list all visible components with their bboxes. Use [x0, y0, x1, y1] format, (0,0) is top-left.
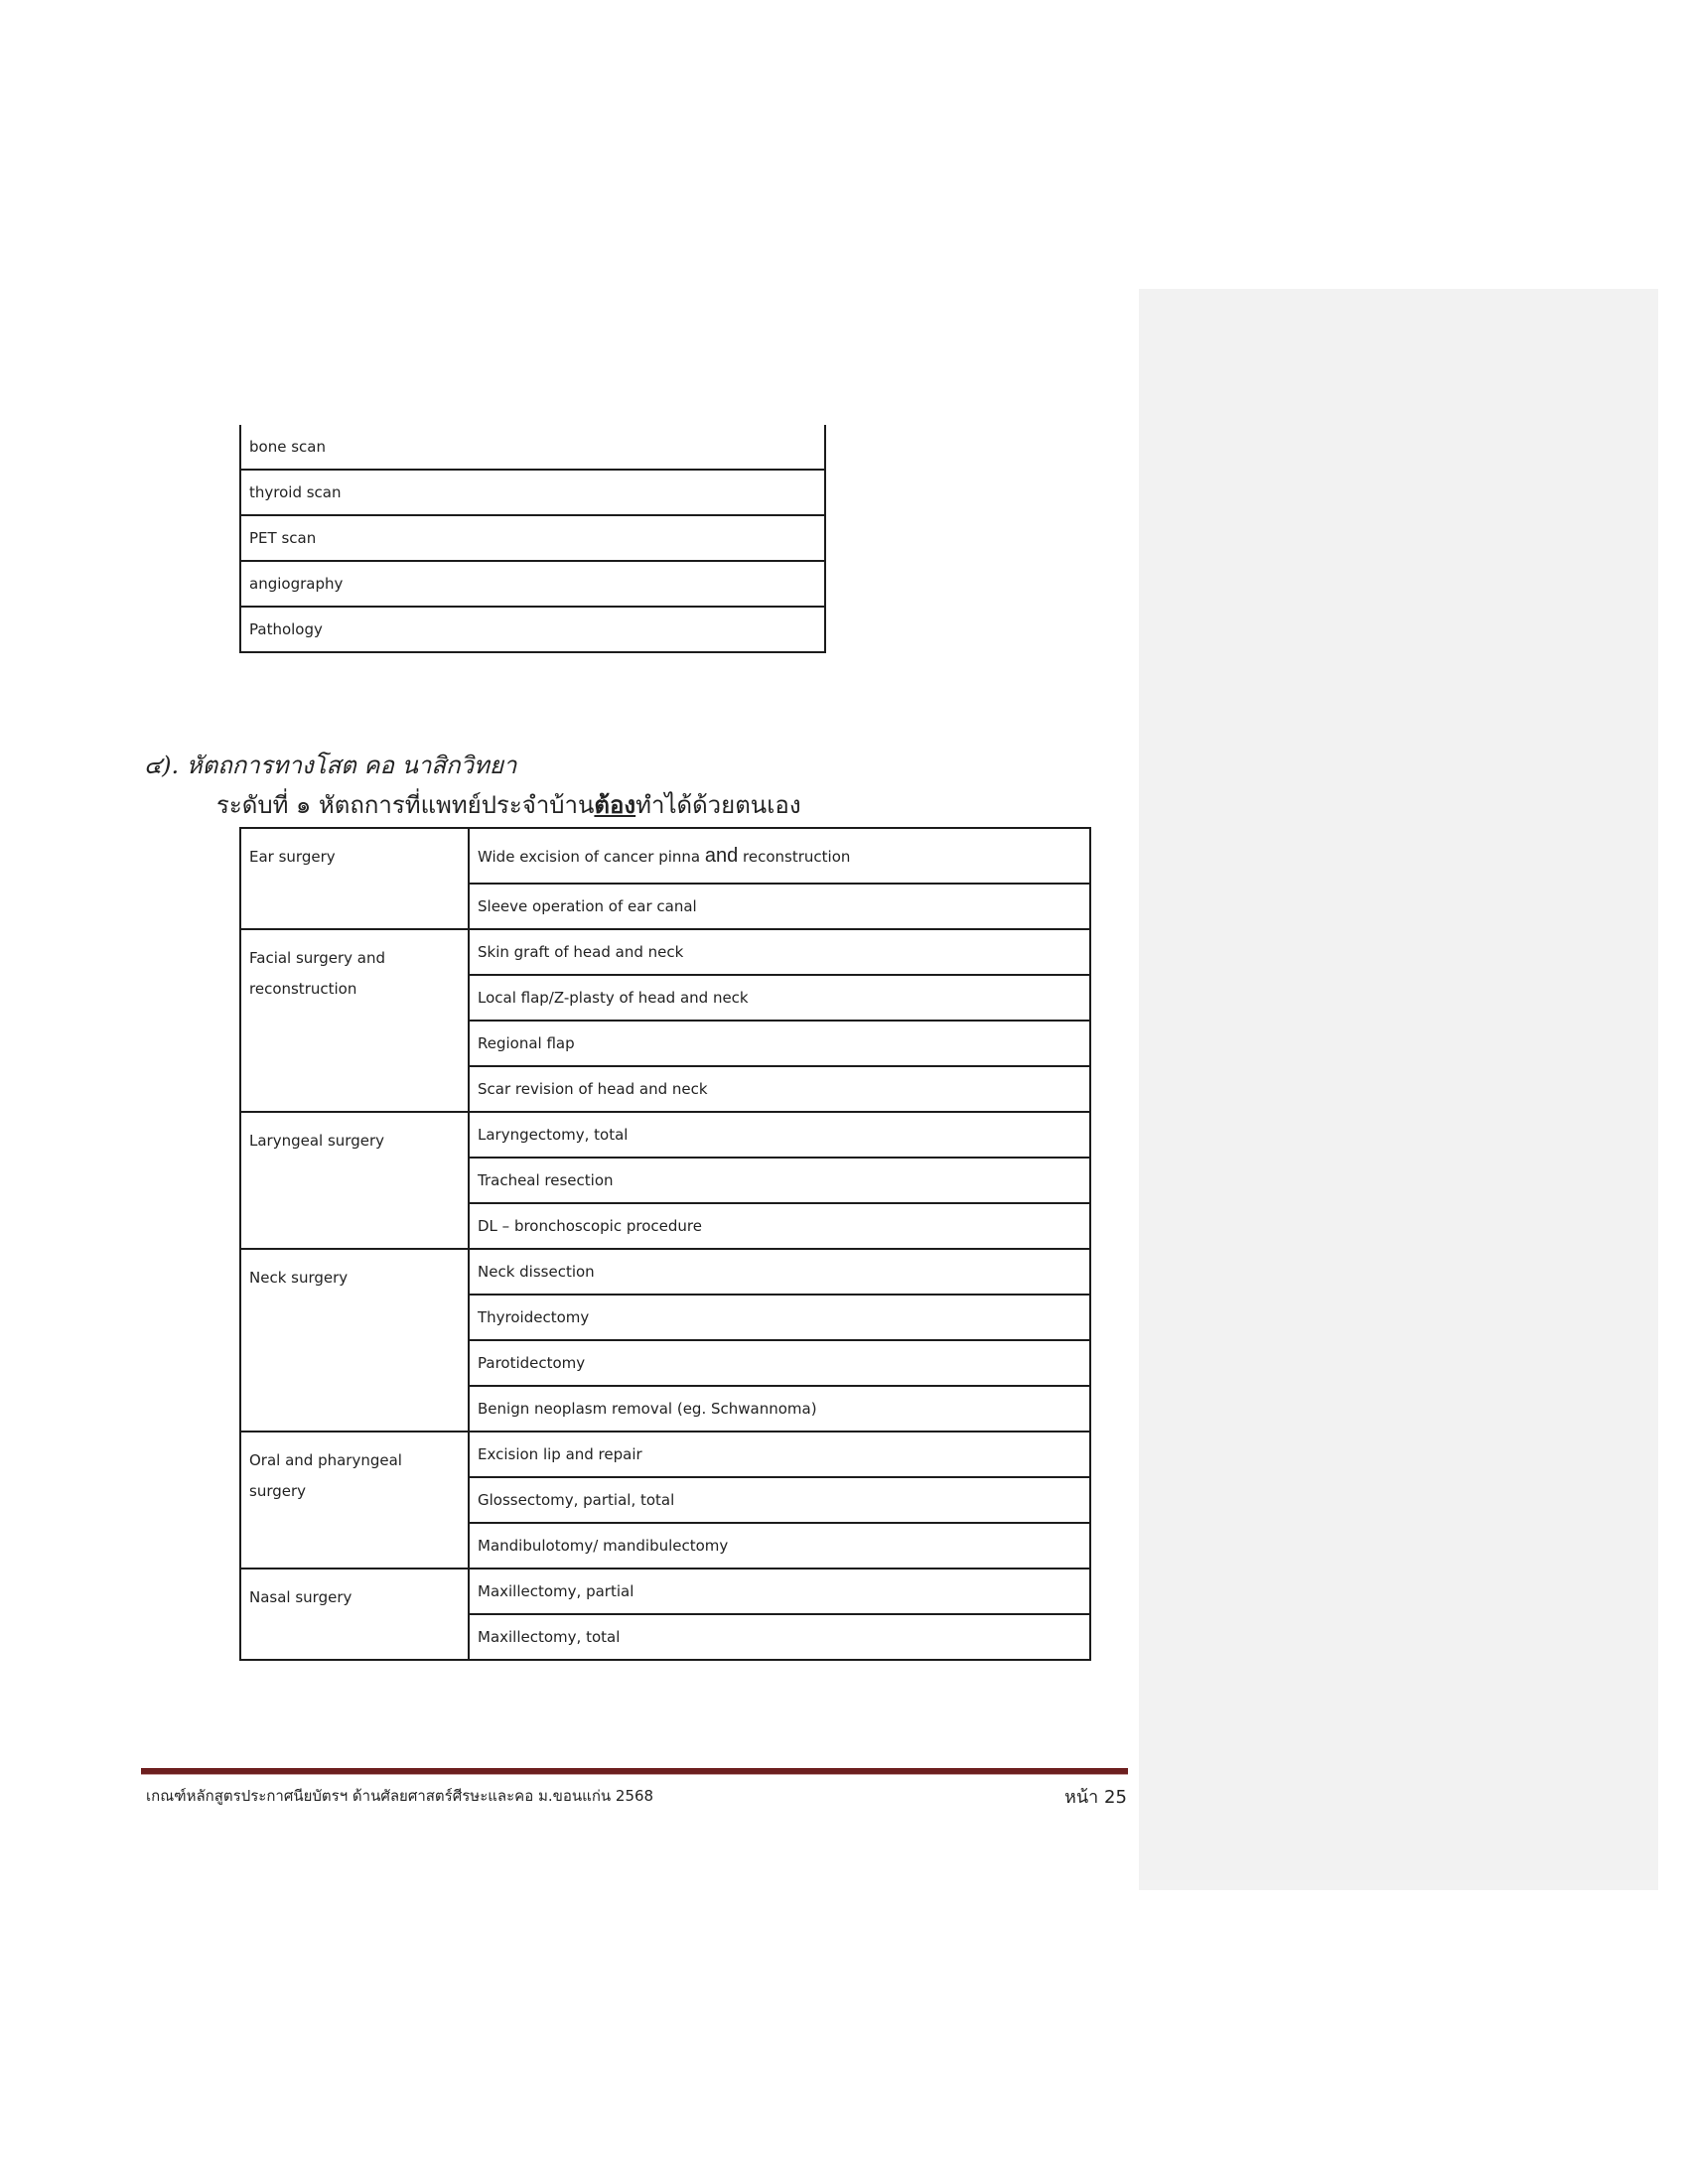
procedure-cell: Tracheal resection [469, 1158, 1090, 1203]
footer-page-number: หน้า 25 [1064, 1787, 1127, 1808]
table-cell: angiography [240, 561, 825, 607]
table-cell: thyroid scan [240, 470, 825, 515]
procedure-cell: Sleeve operation of ear canal [469, 884, 1090, 929]
table-cell: PET scan [240, 515, 825, 561]
procedure-cell: Excision lip and repair [469, 1432, 1090, 1477]
table-row [240, 561, 825, 607]
category-cell: Ear surgery [240, 828, 469, 929]
procedure-cell: Maxillectomy, partial [469, 1569, 1090, 1614]
section-heading: ๔). หัตถการทางโสต คอ นาสิกวิทยา [144, 751, 517, 779]
subheading-suffix: ทำได้ด้วยตนเอง [635, 791, 801, 819]
table-row [240, 1249, 1090, 1295]
category-cell: Oral and pharyngeal surgery [240, 1432, 469, 1569]
table-row [240, 607, 825, 652]
footer-document-title: เกณฑ์หลักสูตรประกาศนียบัตรฯ ด้านศัลยศาสตร์ศีรษะและคอ ม.ขอนแก่น 2568 [146, 1787, 654, 1805]
table-cell: Pathology [240, 607, 825, 652]
table-row [240, 425, 825, 470]
procedure-cell: DL – bronchoscopic procedure [469, 1203, 1090, 1249]
section-subheading [216, 785, 801, 824]
table-row [240, 515, 825, 561]
table-cell: bone scan [240, 425, 825, 470]
procedure-cell: Laryngectomy, total [469, 1112, 1090, 1158]
footer-rule [141, 1768, 1128, 1775]
table-row [240, 1432, 1090, 1477]
subheading-prefix: ระดับที่ ๑ หัตถการที่แพทย์ประจำบ้าน [216, 791, 595, 819]
table-row [240, 929, 1090, 975]
category-cell: Nasal surgery [240, 1569, 469, 1660]
category-cell: Laryngeal surgery [240, 1112, 469, 1249]
procedure-cell: Mandibulotomy/ mandibulectomy [469, 1523, 1090, 1569]
procedures-table [239, 827, 1091, 1661]
procedure-text: Wide excision of cancer pinna [478, 847, 701, 866]
procedure-and-word: and [704, 844, 739, 867]
table-row [240, 1112, 1090, 1158]
procedure-cell: Glossectomy, partial, total [469, 1477, 1090, 1523]
procedure-cell: Neck dissection [469, 1249, 1090, 1295]
procedure-cell: Benign neoplasm removal (eg. Schwannoma) [469, 1386, 1090, 1432]
table-row [240, 470, 825, 515]
table-row [240, 1569, 1090, 1614]
procedure-cell: Parotidectomy [469, 1340, 1090, 1386]
procedure-cell: Maxillectomy, total [469, 1614, 1090, 1660]
table-row [240, 828, 1090, 884]
subheading-emphasis: ต้อง [594, 791, 636, 819]
procedure-cell: Thyroidectomy [469, 1295, 1090, 1340]
procedure-cell: Scar revision of head and neck [469, 1066, 1090, 1112]
category-cell: Neck surgery [240, 1249, 469, 1432]
category-cell: Facial surgery and reconstruction [240, 929, 469, 1112]
procedure-text-tail: reconstruction [743, 847, 851, 866]
comment-markup-pane [1139, 289, 1658, 1890]
procedure-cell: Regional flap [469, 1021, 1090, 1066]
imaging-table-continued [239, 425, 826, 653]
procedure-cell [469, 828, 1090, 884]
procedure-cell: Local flap/Z-plasty of head and neck [469, 975, 1090, 1021]
procedure-cell: Skin graft of head and neck [469, 929, 1090, 975]
